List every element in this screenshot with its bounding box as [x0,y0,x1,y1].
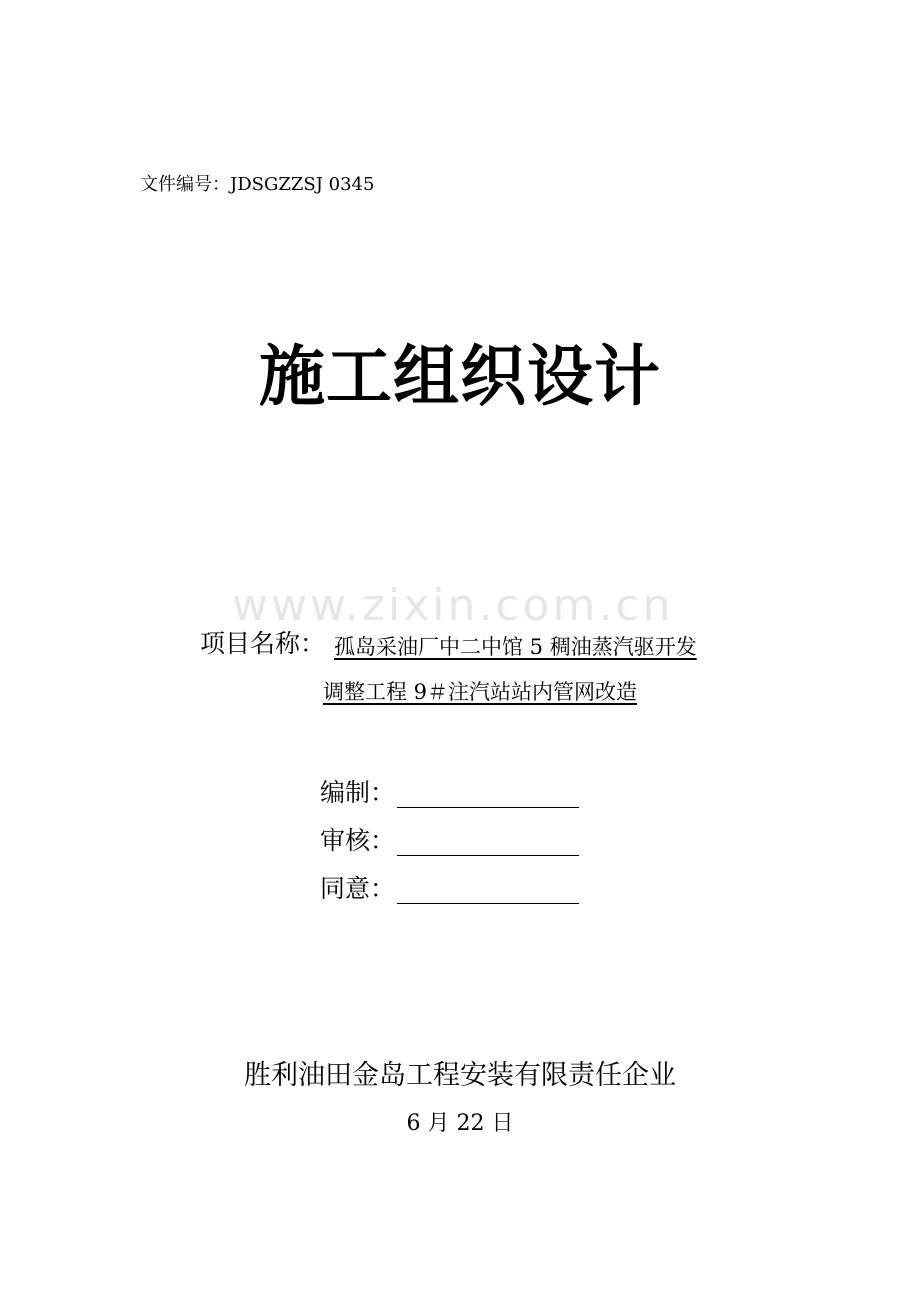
compile-label: 编制： [320,778,396,807]
watermark: www.zixin.com.cn [232,580,674,631]
document-date: 6 月 22 日 [406,1111,514,1136]
compile-signature-line [397,807,579,808]
approve-label: 同意： [320,874,396,903]
signature-row-review [320,818,579,858]
document-title: 施工组织设计 [259,338,661,415]
approve-signature-line [397,903,579,904]
company-name: 胜利油田金岛工程安装有限责任企业 [244,1060,676,1091]
signature-row-approve [320,866,579,906]
signature-row-compile [320,770,579,810]
project-name-label: 项目名称： [200,629,326,658]
review-label: 审核： [320,826,396,855]
project-name-line-1: 孤岛采油厂中二中馆 5 稠油蒸汽驱开发 [334,635,697,659]
document-number: 文件编号：JDSGZZSJ 0345 [140,174,375,195]
project-name-line-2: 调整工程 9＃注汽站站内管网改造 [323,680,638,704]
review-signature-line [397,855,579,856]
